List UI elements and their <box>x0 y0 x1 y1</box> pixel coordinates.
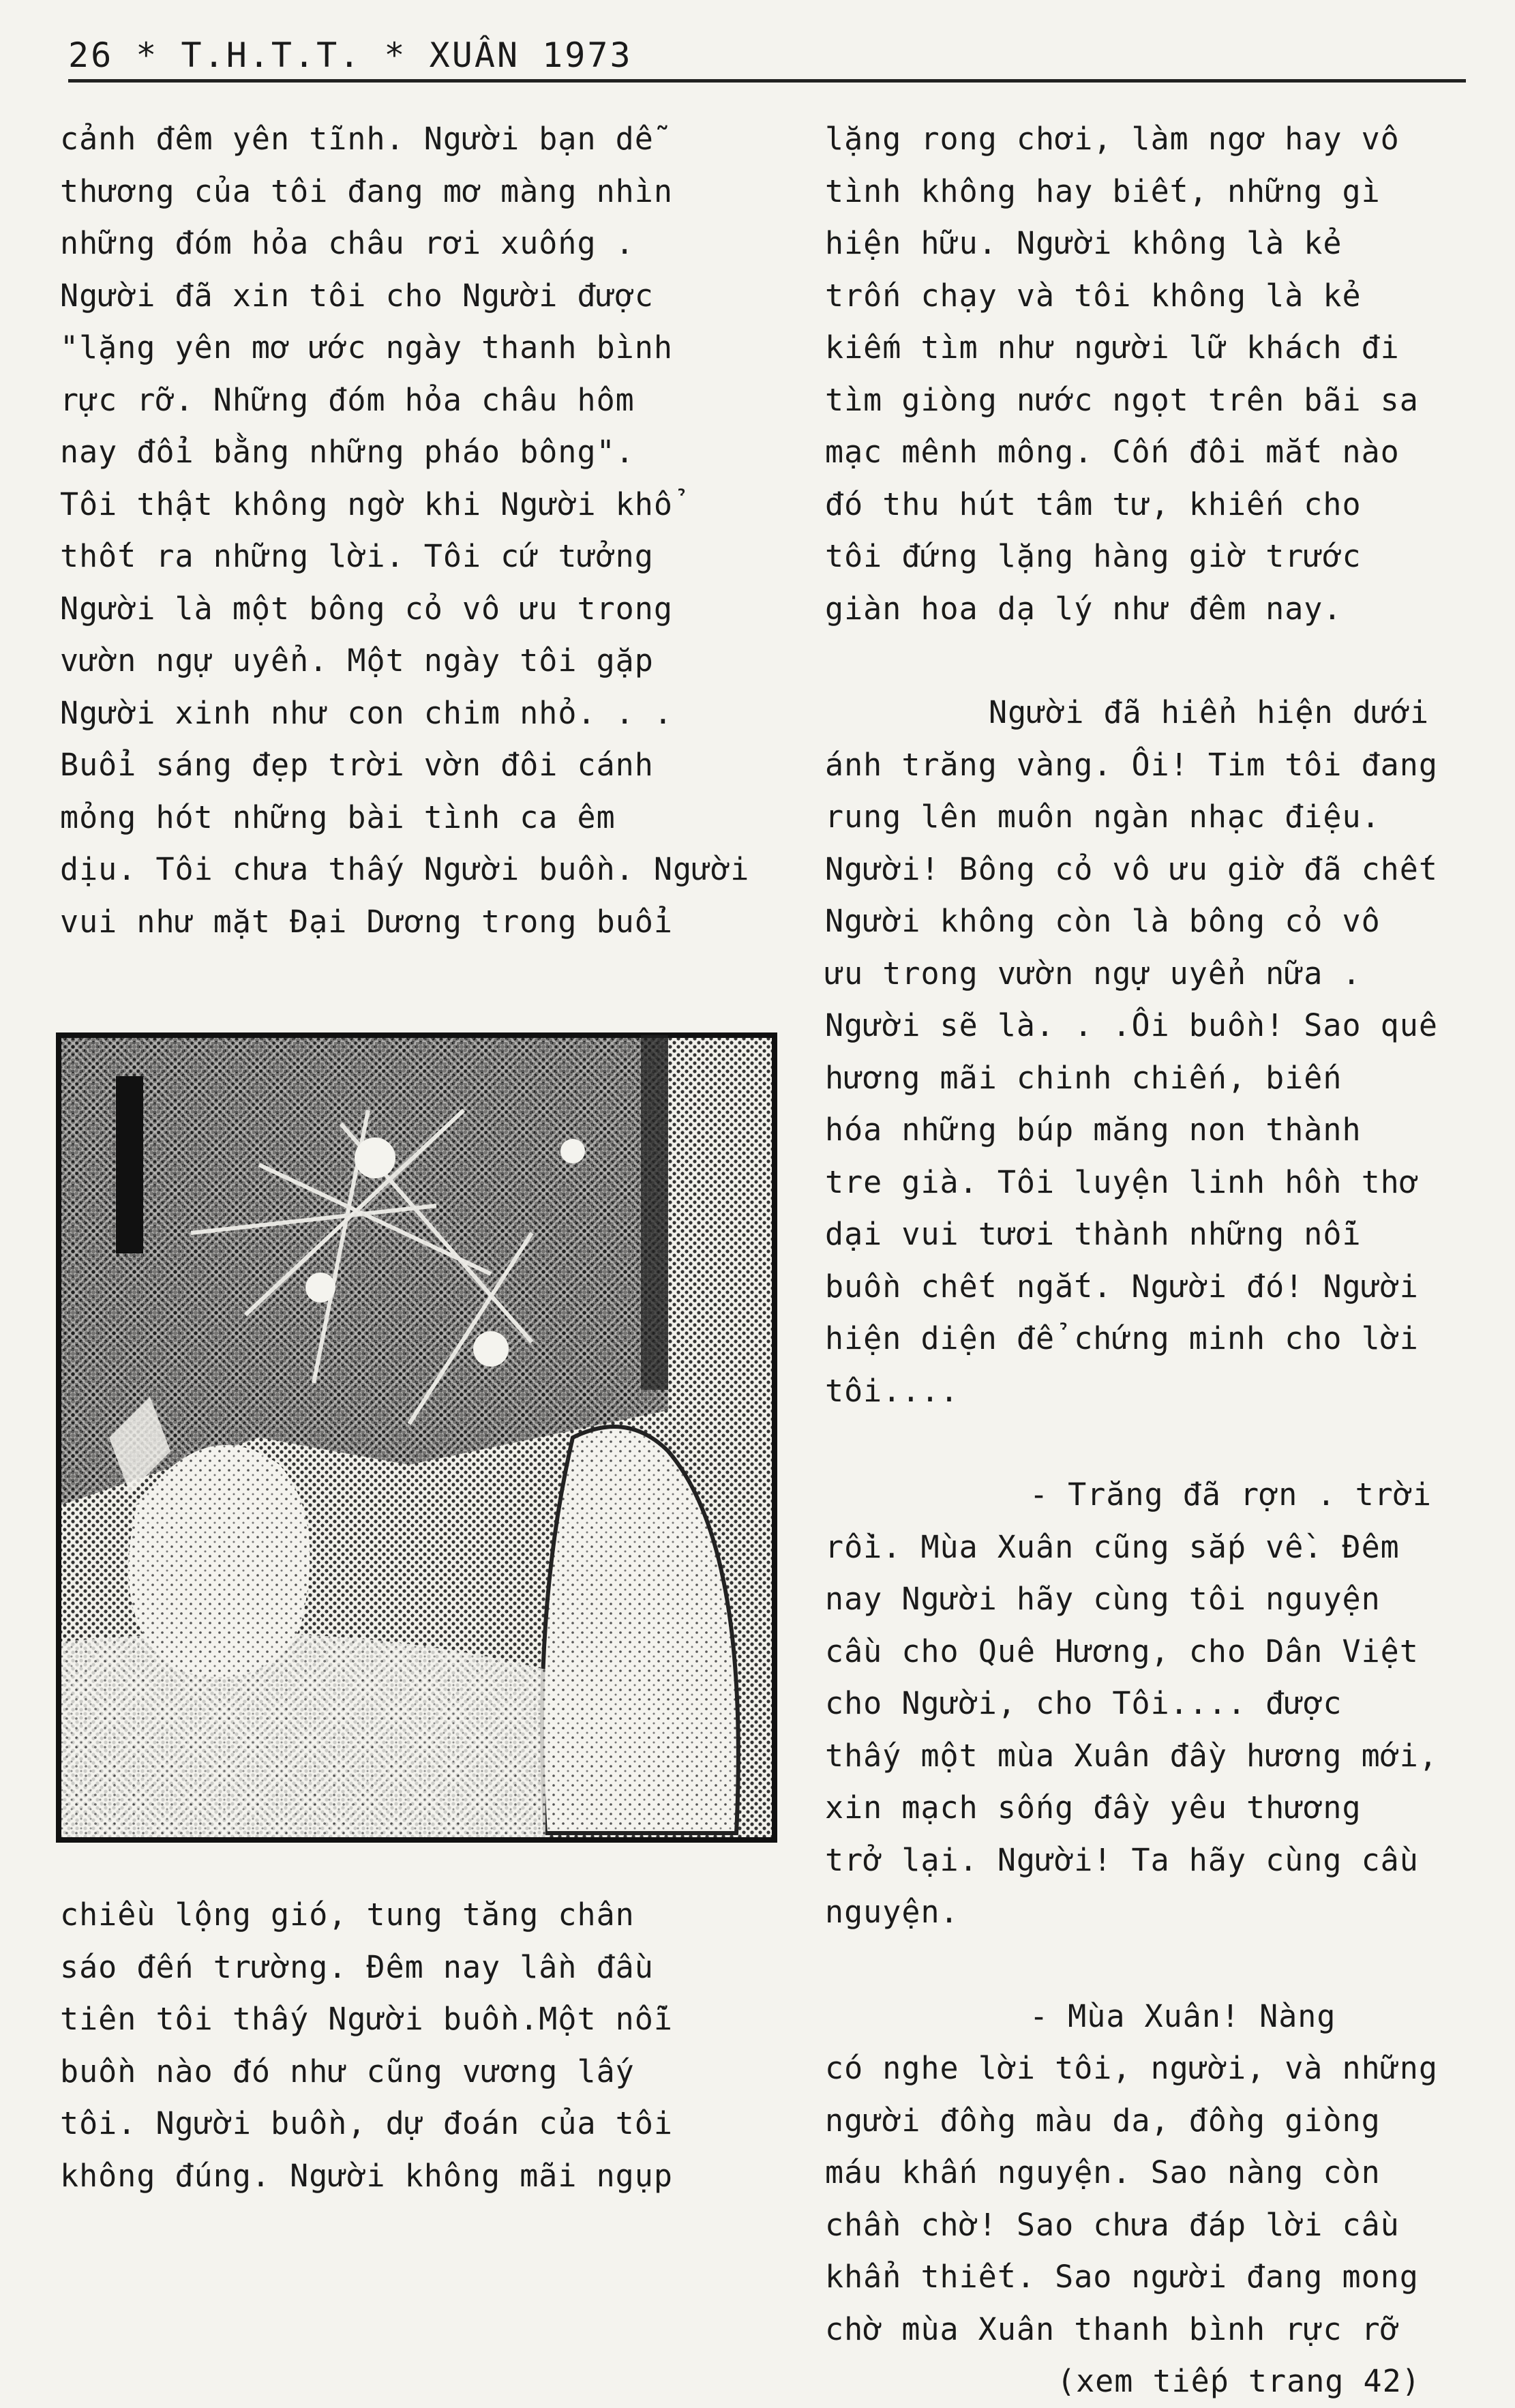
text-line: kiếm tìm như người lữ khách đi <box>825 329 1400 366</box>
text-line: mạc mênh mông. Cốn đôi mắt nào <box>825 434 1400 470</box>
text-line: - Trăng đã rợn . trời <box>1030 1476 1432 1513</box>
text-line: thương của tôi đang mơ màng nhìn <box>60 173 673 209</box>
text-line: rực rỡ. Những đóm hỏa châu hôm <box>60 381 635 418</box>
text-line: hiện diện để chứng minh cho lời <box>825 1320 1419 1356</box>
text-line: khẩn thiết. Sao người đang mong <box>825 2259 1419 2295</box>
text-line: trở lại. Người! Ta hãy cùng cầu <box>825 1841 1419 1878</box>
text-line: vườn ngự uyển. Một ngày tôi gặp <box>60 642 654 679</box>
text-line: dại vui tươi thành những nỗi <box>825 1216 1362 1252</box>
text-line: những đóm hỏa châu rơi xuống . <box>60 225 635 261</box>
text-line: tiên tôi thấy Người buồn.Một nỗi <box>60 2001 673 2037</box>
text-line: nay Người hãy cùng tôi nguyện <box>825 1581 1381 1617</box>
text-line: - Mùa Xuân! Nàng <box>1030 1997 1336 2034</box>
text-line: chần chờ! Sao chưa đáp lời cầu <box>825 2206 1400 2243</box>
text-line: giàn hoa dạ lý như đêm nay. <box>825 590 1342 627</box>
text-line: hóa những búp măng non thành <box>825 1112 1362 1148</box>
text-line: hương mãi chinh chiến, biến <box>825 1059 1342 1096</box>
paragraph-3 <box>825 1469 1500 1939</box>
text-line: Buổi sáng đẹp trời vờn đôi cánh <box>60 747 654 783</box>
text-line: nguyện. <box>825 1894 959 1930</box>
text-line: tình không hay biết, những gì <box>825 173 1381 209</box>
text-line: Người đã xin tôi cho Người được <box>60 277 654 314</box>
text-line: Người không còn là bông cỏ vô <box>825 903 1381 939</box>
paragraph-2 <box>825 687 1500 1417</box>
header-rule <box>68 79 1466 83</box>
text-line: Tôi thật không ngờ khi Người khổ <box>60 486 673 522</box>
text-line: buồn chết ngắt. Người đó! Người <box>825 1268 1419 1305</box>
text-line: ánh trăng vàng. Ôi! Tim tôi đang <box>825 746 1438 783</box>
text-line: hiện hữu. Người không là kẻ <box>825 225 1342 261</box>
text-line: ưu trong vườn ngự uyển nữa . <box>825 955 1362 992</box>
text-line: tre già. Tôi luyện linh hồn thơ <box>825 1163 1419 1200</box>
text-line: cầu cho Quê Hương, cho Dân Việt <box>825 1633 1419 1669</box>
text-line: chờ mùa Xuân thanh bình rực rỡ <box>825 2310 1400 2347</box>
paragraph-1 <box>825 113 1500 635</box>
page-header: 26 * T.H.T.T. * XUÂN 1973 <box>68 35 633 75</box>
text-line: máu khấn nguyện. Sao nàng còn <box>825 2154 1381 2190</box>
text-line: Người sẽ là. . .Ôi buồn! Sao quê <box>825 1007 1438 1043</box>
text-line: có nghe lời tôi, người, và những <box>825 2050 1438 2086</box>
text-line: sáo đến trường. Đêm nay lần đầu <box>60 1948 654 1985</box>
text-line: "lặng yên mơ ước ngày thanh bình <box>60 329 673 366</box>
text-line: dịu. Tôi chưa thấy Người buồn. Người <box>60 851 750 887</box>
text-line: không đúng. Người không mãi ngụp <box>60 2157 673 2194</box>
text-line: tôi đứng lặng hàng giờ trước <box>825 538 1362 574</box>
text-line: xin mạch sống đầy yêu thương <box>825 1789 1362 1826</box>
text-line: chiều lộng gió, tung tăng chân <box>60 1897 635 1933</box>
left-column-bottom <box>60 1889 769 2202</box>
text-line: thấy một mùa Xuân đầy hương mới, <box>825 1737 1438 1774</box>
text-line: thốt ra những lời. Tôi cứ tưởng <box>60 538 654 574</box>
illustration <box>55 1028 784 1844</box>
text-line: mỏng hót những bài tình ca êm <box>60 799 616 835</box>
text-line: tôi. Người buồn, dự đoán của tôi <box>60 2105 673 2141</box>
text-line: tôi.... <box>825 1372 959 1409</box>
paragraph-4 <box>825 1991 1500 2356</box>
text-line: Người đã hiển hiện dưới <box>989 694 1430 730</box>
text-line: vui như mặt Đại Dương trong buổi <box>60 903 673 940</box>
text-line: rồi. Mùa Xuân cũng sắp về. Đêm <box>825 1528 1400 1565</box>
woodcut-flower-rock-icon <box>55 1028 784 1844</box>
text-line: Người! Bông cỏ vô ưu giờ đã chết <box>825 850 1438 887</box>
text-line: trốn chạy và tôi không là kẻ <box>825 277 1362 314</box>
text-line: lặng rong chơi, làm ngơ hay vô <box>825 121 1400 157</box>
text-line: người đồng màu da, đồng giòng <box>825 2102 1381 2139</box>
left-column-top <box>60 113 769 948</box>
text-line: cảnh đêm yên tĩnh. Người bạn dễ <box>60 121 654 157</box>
continuation-note: (xem tiếp trang 42) <box>1057 2363 1421 2399</box>
text-line: cho Người, cho Tôi.... được <box>825 1685 1342 1721</box>
text-line: rung lên muôn ngàn nhạc điệu. <box>825 799 1381 835</box>
text-line: đó thu hút tâm tư, khiến cho <box>825 486 1362 522</box>
text-line: nay đổi bằng những pháo bông". <box>60 434 635 470</box>
text-line: buồn nào đó như cũng vương lấy <box>60 2053 635 2090</box>
right-column <box>825 113 1500 2408</box>
text-line: Người xinh như con chim nhỏ. . . <box>60 694 673 731</box>
text-line: Người là một bông cỏ vô ưu trong <box>60 590 673 627</box>
text-line: tìm giòng nước ngọt trên bãi sa <box>825 381 1419 418</box>
